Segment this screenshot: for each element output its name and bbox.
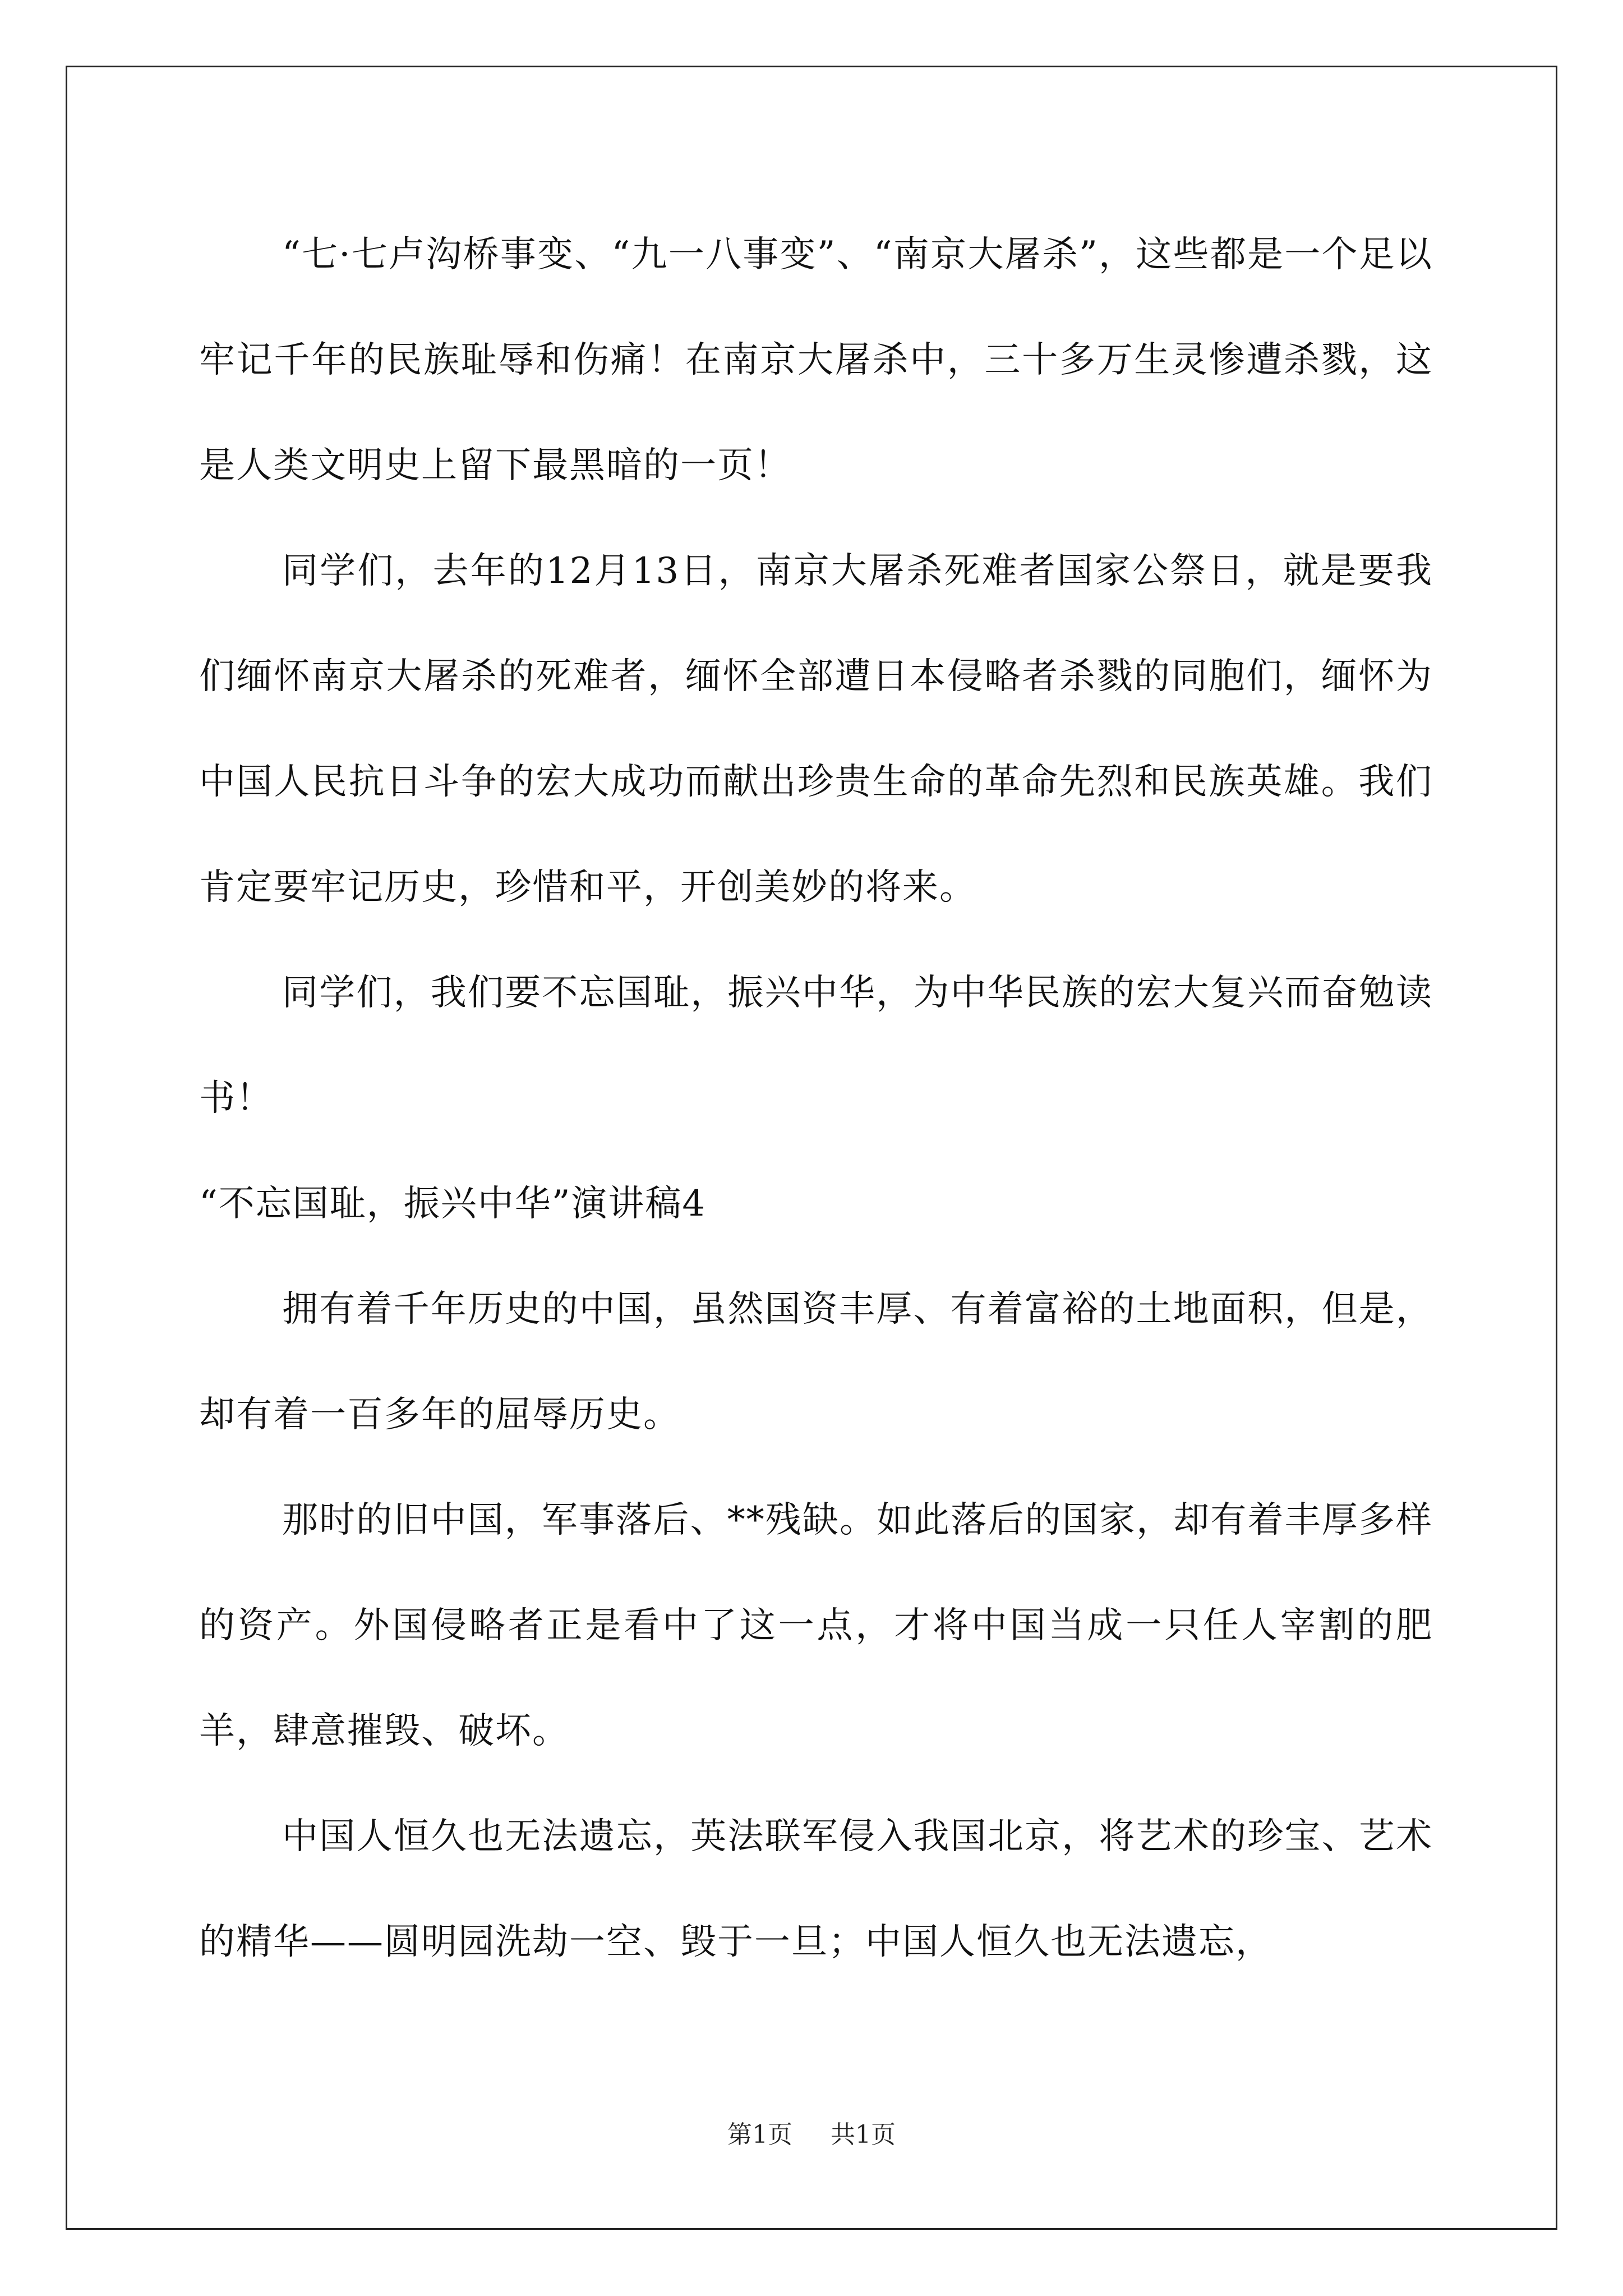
section-heading: “不忘国耻，振兴中华”演讲稿4 bbox=[199, 1183, 707, 1225]
paragraph-3: 同学们，我们要不忘国耻，振兴中华，为中华民族的宏大复兴而奋勉读书！ bbox=[199, 972, 1433, 1119]
page-footer bbox=[0, 2118, 1623, 2152]
paragraph-6: 中国人恒久也无法遗忘，英法联军侵入我国北京，将艺术的珍宝、艺术的精华——圆明园洗劫一空、毁于一旦；中国人恒久也无法遗忘， bbox=[199, 1816, 1433, 1963]
paragraph-4: 拥有着千年历史的中国，虽然国资丰厚、有着富裕的土地面积，但是，却有着一百多年的屈辱历史。 bbox=[199, 1289, 1433, 1435]
paragraph-5: 那时的旧中国，军事落后、**残缺。如此落后的国家，却有着丰厚多样的资产。外国侵略者正是看中了这一点，才将中国当成一只任人宰割的肥羊，肆意摧毁、破坏。 bbox=[199, 1499, 1433, 1752]
document-body bbox=[199, 202, 1433, 1995]
page-total: 共1页 bbox=[831, 2120, 896, 2149]
page-number: 第1页 bbox=[727, 2120, 792, 2149]
paragraph-1: “七·七卢沟桥事变、“九一八事变”、“南京大屠杀”，这些都是一个足以牢记千年的民族耻辱和伤痛！在南京大屠杀中，三十多万生灵惨遭杀戮，这是人类文明史上留下最黑暗的一页！ bbox=[199, 234, 1433, 486]
paragraph-2: 同学们，去年的12月13日，南京大屠杀死难者国家公祭日，就是要我们缅怀南京大屠杀的死难者，缅怀全部遭日本侵略者杀戮的同胞们，缅怀为中国人民抗日斗争的宏大成功而献出珍贵生命的革命先烈和民族英雄。我们肯定要牢记历史，珍惜和平，开创美妙的将来。 bbox=[199, 550, 1433, 908]
